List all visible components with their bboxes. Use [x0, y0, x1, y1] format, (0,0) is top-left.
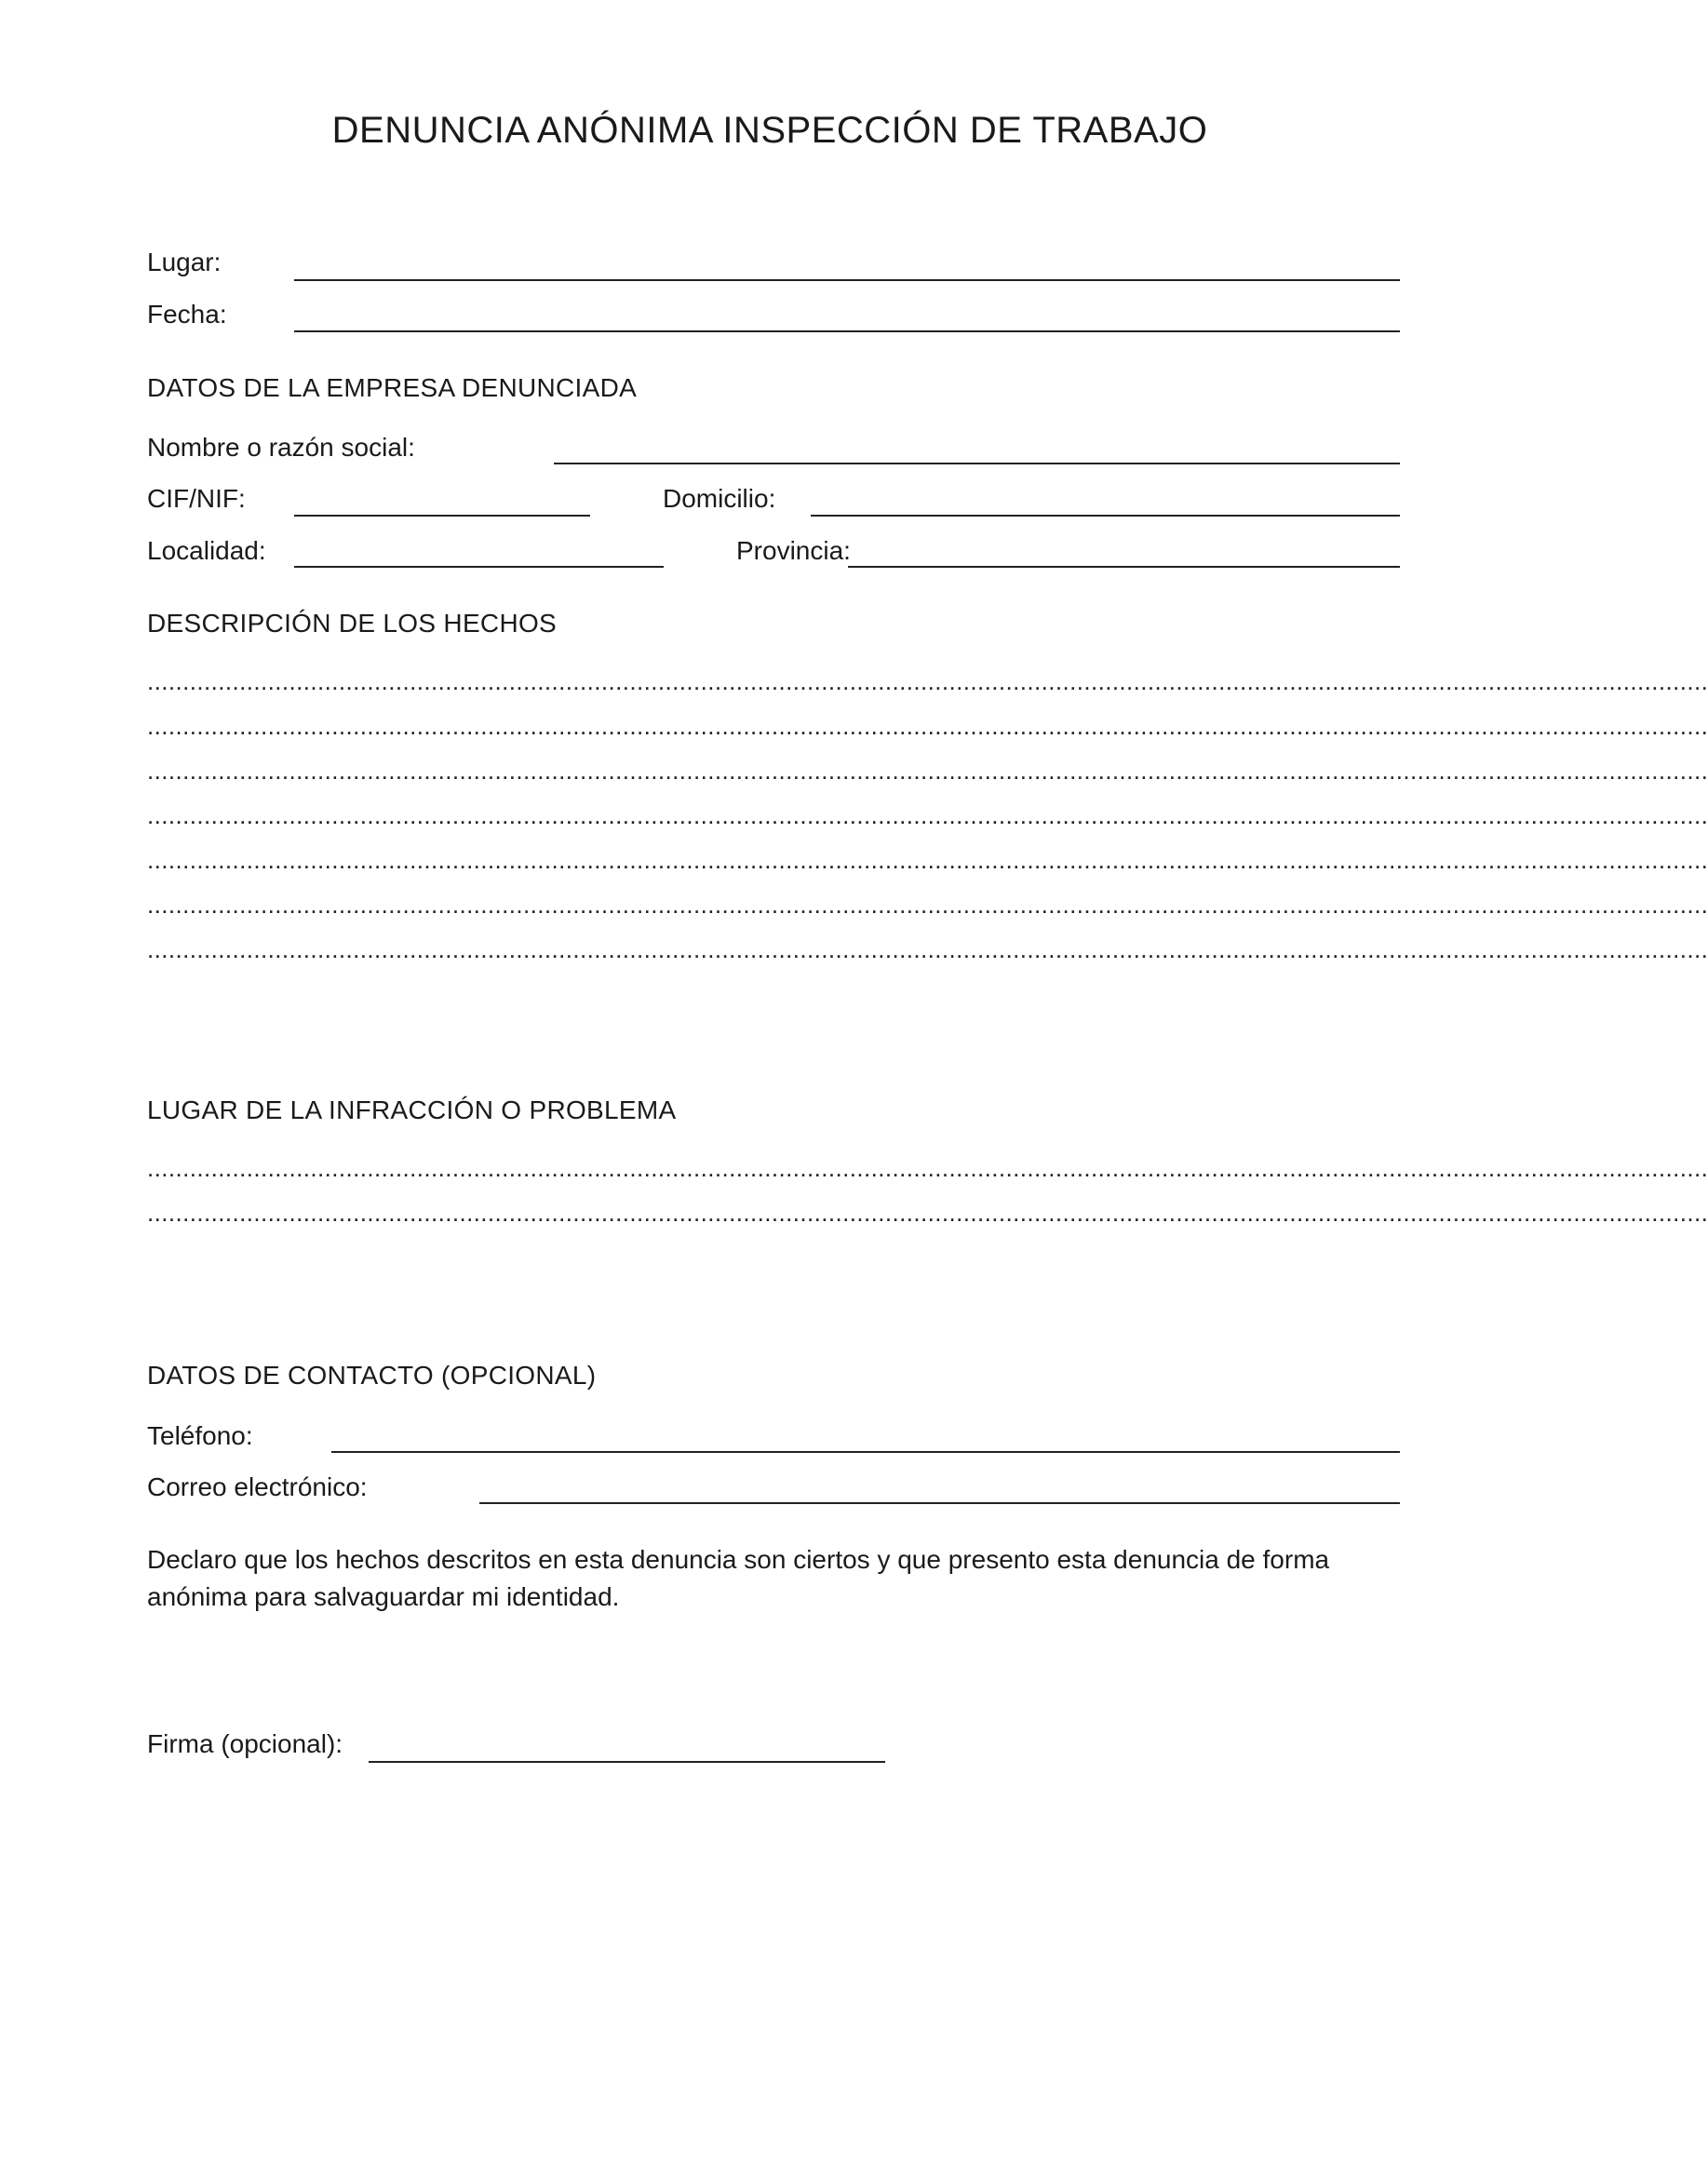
- descripcion-dotted-line[interactable]: ............................................................................................................................................................................................................................: [147, 712, 1708, 740]
- descripcion-dotted-line[interactable]: ............................................................................................................................................................................................................................: [147, 757, 1708, 785]
- lugar-infraccion-dotted-line[interactable]: ............................................................................................................................................................................................................................: [147, 1199, 1708, 1227]
- form-title: DENUNCIA ANÓNIMA INSPECCIÓN DE TRABAJO: [331, 110, 1208, 151]
- correo-field-line[interactable]: [479, 1502, 1400, 1504]
- descripcion-dotted-line[interactable]: ............................................................................................................................................................................................................................: [147, 667, 1708, 695]
- lugar-label: Lugar:: [147, 248, 222, 276]
- firma-field-line[interactable]: [369, 1761, 885, 1763]
- firma-label: Firma (opcional):: [147, 1729, 343, 1758]
- cif-field-line[interactable]: [294, 515, 590, 517]
- telefono-field-line[interactable]: [331, 1451, 1400, 1453]
- fecha-label: Fecha:: [147, 300, 227, 329]
- nombre-label: Nombre o razón social:: [147, 433, 415, 462]
- provincia-label: Provincia:: [736, 536, 851, 565]
- contacto-heading: DATOS DE CONTACTO (OPCIONAL): [147, 1361, 597, 1390]
- descripcion-dotted-line[interactable]: ............................................................................................................................................................................................................................: [147, 935, 1708, 963]
- empresa-heading: DATOS DE LA EMPRESA DENUNCIADA: [147, 373, 638, 402]
- cif-label: CIF/NIF:: [147, 484, 246, 513]
- descripcion-dotted-line[interactable]: ............................................................................................................................................................................................................................: [147, 846, 1708, 874]
- descripcion-dotted-line[interactable]: ............................................................................................................................................................................................................................: [147, 801, 1708, 829]
- provincia-field-line[interactable]: [848, 566, 1400, 568]
- domicilio-field-line[interactable]: [811, 515, 1400, 517]
- lugar-infraccion-heading: LUGAR DE LA INFRACCIÓN O PROBLEMA: [147, 1095, 677, 1124]
- lugar-field-line[interactable]: [294, 279, 1400, 281]
- nombre-field-line[interactable]: [554, 463, 1400, 464]
- descripcion-dotted-line[interactable]: ............................................................................................................................................................................................................................: [147, 891, 1708, 919]
- declaration-text: Declaro que los hechos descritos en esta denuncia son ciertos y que presento esta denuncia de forma anónima para salvaguardar mi identidad.: [147, 1545, 1330, 1611]
- correo-label: Correo electrónico:: [147, 1472, 368, 1501]
- localidad-field-line[interactable]: [294, 566, 664, 568]
- telefono-label: Teléfono:: [147, 1421, 253, 1450]
- lugar-infraccion-dotted-line[interactable]: ............................................................................................................................................................................................................................: [147, 1154, 1708, 1182]
- localidad-label: Localidad:: [147, 536, 266, 565]
- descripcion-heading: DESCRIPCIÓN DE LOS HECHOS: [147, 609, 558, 638]
- fecha-field-line[interactable]: [294, 330, 1400, 332]
- domicilio-label: Domicilio:: [663, 484, 776, 513]
